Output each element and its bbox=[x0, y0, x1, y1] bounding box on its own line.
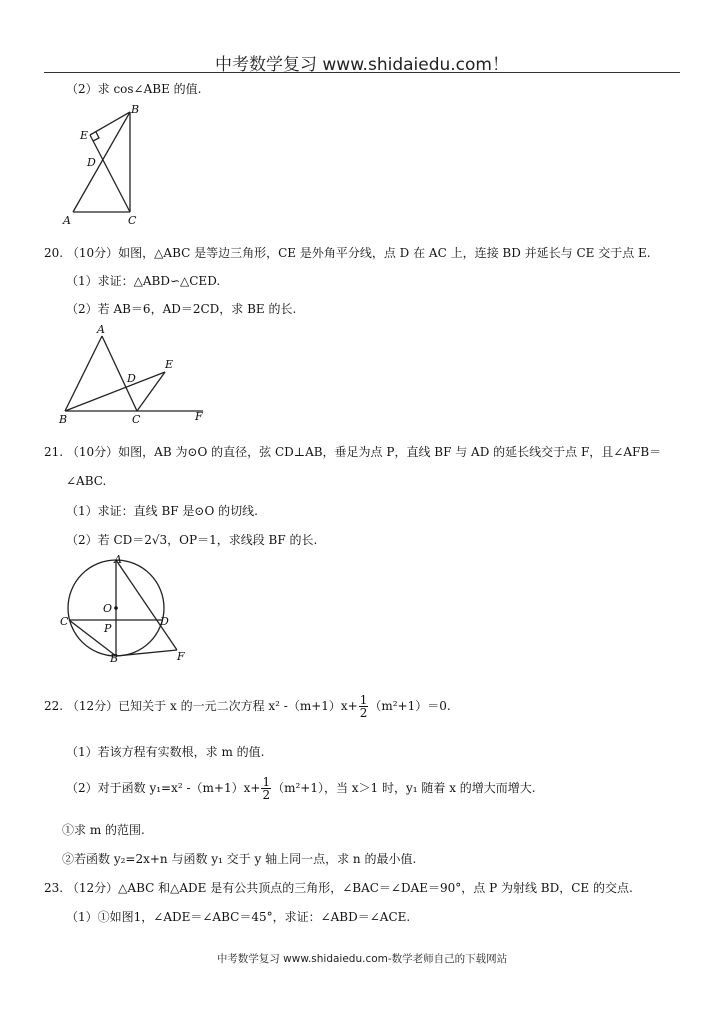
q20-part1: （1）求证：△ABD∽△CED. bbox=[66, 274, 221, 288]
q22-part2-a: （2）对于函数 y₁=x² -（m+1）x+ bbox=[66, 781, 261, 795]
figure-19 bbox=[55, 100, 145, 230]
fig19-line-ab bbox=[73, 112, 130, 212]
fig19-label-b: B bbox=[131, 103, 140, 116]
fig21-label-o: O bbox=[103, 602, 113, 615]
fig20-label-b: B bbox=[59, 413, 68, 426]
q22-frac-num: 1 bbox=[359, 693, 368, 707]
fig21-label-a: A bbox=[114, 553, 122, 566]
page-header: 中考数学复习 www.shidaiedu.com！ bbox=[215, 55, 509, 75]
q21-stem: 21. （10分）如图，AB 为⊙O 的直径，弦 CD⊥AB，垂足为点 P，直线 BF 与 AD 的延长线交于点 F，且∠AFB＝ bbox=[44, 445, 662, 459]
fig19-label-e: E bbox=[80, 129, 89, 142]
q22-stem bbox=[44, 694, 451, 719]
fig21-label-b: B bbox=[110, 652, 119, 664]
page-footer: 中考数学复习 www.shidaiedu.com-数学老师自己的下载网站 bbox=[216, 953, 508, 965]
fig21-label-c: C bbox=[60, 615, 69, 628]
figure-20 bbox=[55, 322, 215, 426]
q20-stem: 20. （10分）如图，△ABC 是等边三角形，CE 是外角平分线，点 D 在 AC 上，连接 BD 并延长与 CE 交于点 E. bbox=[44, 246, 651, 260]
q22-part1: （1）若该方程有实数根，求 m 的值. bbox=[66, 745, 265, 759]
q19-part2: （2）求 cos∠ABE 的值. bbox=[66, 82, 202, 96]
fig20-label-c: C bbox=[132, 413, 141, 426]
q22-part2-frac-num: 1 bbox=[262, 775, 271, 789]
fig20-label-e: E bbox=[165, 358, 174, 371]
q22-fraction bbox=[359, 694, 369, 719]
q22-part2-frac-den: 2 bbox=[262, 788, 271, 802]
fig20-line-ab bbox=[65, 336, 102, 411]
q21-part2: （2）若 CD＝2√3，OP＝1，求线段 BF 的长. bbox=[66, 533, 318, 547]
fig19-label-c: C bbox=[128, 214, 137, 227]
q21-stem-cont: ∠ABC. bbox=[66, 474, 107, 488]
q20-part2: （2）若 AB＝6，AD＝2CD，求 BE 的长. bbox=[66, 302, 297, 316]
q22-part2 bbox=[66, 776, 536, 801]
q22-part2-fraction bbox=[261, 776, 271, 801]
q22-part2-b: （m²+1），当 x＞1 时，y₁ 随着 x 的增大而增大. bbox=[272, 781, 536, 795]
fig20-label-a: A bbox=[97, 323, 105, 336]
fig21-line-bf bbox=[116, 650, 177, 656]
fig21-center-dot bbox=[114, 606, 118, 610]
q22-stem-part1: 22. （12分）已知关于 x 的一元二次方程 x² -（m+1）x+ bbox=[44, 699, 358, 713]
q22-sub2: ②若函数 y₂=2x+n 与函数 y₁ 交于 y 轴上同一点，求 n 的最小值. bbox=[62, 852, 417, 866]
fig20-label-f: F bbox=[195, 410, 203, 423]
fig21-label-p: P bbox=[104, 622, 112, 635]
q22-sub1: ①求 m 的范围. bbox=[62, 823, 145, 837]
fig21-line-af bbox=[116, 560, 177, 650]
q23-part1: （1）①如图1，∠ADE＝∠ABC＝45°，求证：∠ABD＝∠ACE. bbox=[66, 910, 411, 924]
fig20-line-be bbox=[65, 372, 165, 411]
q23-stem: 23. （12分）△ABC 和△ADE 是有公共顶点的三角形，∠BAC＝∠DAE＝90°，点 P 为射线 BD，CE 的交点. bbox=[44, 881, 633, 895]
q22-stem-part2: （m²+1）＝0. bbox=[369, 699, 451, 713]
header-rule bbox=[44, 72, 680, 73]
fig19-label-d: D bbox=[87, 156, 96, 169]
figure-21 bbox=[55, 552, 195, 664]
fig19-label-a: A bbox=[63, 214, 71, 227]
fig20-label-d: D bbox=[127, 372, 136, 385]
fig21-label-f: F bbox=[177, 650, 185, 663]
q22-frac-den: 2 bbox=[359, 706, 368, 720]
fig21-label-d: D bbox=[160, 615, 169, 628]
q21-part1: （1）求证：直线 BF 是⊙O 的切线. bbox=[66, 504, 258, 518]
